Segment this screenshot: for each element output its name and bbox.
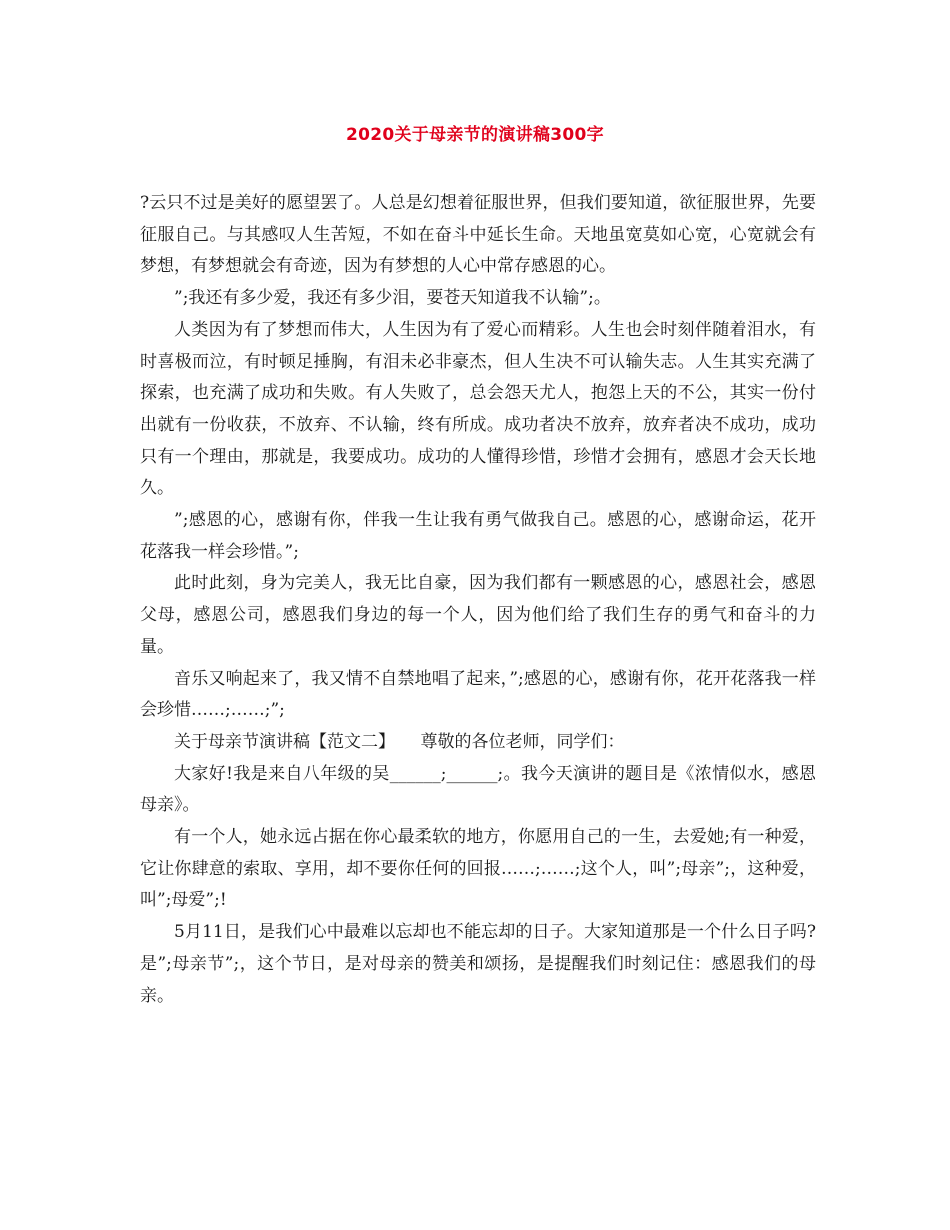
paragraph-5: 此时此刻，身为完美人，我无比自豪，因为我们都有一颗感恩的心，感恩社会，感恩父母，感恩公司，感恩我们身边的每一个人，因为他们给了我们生存的勇气和奋斗的力量。	[140, 573, 816, 657]
paragraph-1: ?云只不过是美好的愿望罢了。人总是幻想着征服世界，但我们要知道，欲征服世界，先要征服自己。与其感叹人生苦短，不如在奋斗中延长生命。天地虽宽莫如心宽，心宽就会有梦想，有梦想就会有奇迹，因为有梦想的人心中常存感恩的心。	[140, 193, 816, 277]
paragraph-7: 关于母亲节演讲稿【范文二】 尊敬的各位老师，同学们：	[174, 731, 625, 752]
paragraph-3: 人类因为有了梦想而伟大，人生因为有了爱心而精彩。人生也会时刻伴随着泪水，有时喜极而泣，有时顿足捶胸，有泪未必非豪杰，但人生决不可认输失志。人生其实充满了探索，也充满了成功和失败。有人失败了，总会怨天尤人，抱怨上天的不公，其实一份付出就有一份收获，不放弃、不认输，终有所成。成功者决不放弃，放弃者决不成功，成功只有一个理由，那就是，我要成功。成功的人懂得珍惜，珍惜才会拥有，感恩才会天长地久。	[140, 319, 816, 499]
paragraph-8: 大家好!我是来自八年级的吴______;______;。我今天演讲的题目是《浓情似水，感恩母亲》。	[140, 763, 816, 816]
paragraph-10: 5月11日，是我们心中最难以忘却也不能忘却的日子。大家知道那是一个什么日子吗?是”;母亲节”;，这个节日，是对母亲的赞美和颂扬，是提醒我们时刻记住：感恩我们的母亲。	[140, 922, 816, 1006]
document-body	[140, 188, 816, 1012]
paragraph-2: ”;我还有多少爱，我还有多少泪，要苍天知道我不认输”;。	[174, 288, 611, 309]
paragraph-4: ”;感恩的心，感谢有你，伴我一生让我有勇气做我自己。感恩的心，感谢命运，花开花落我一样会珍惜。”;	[140, 510, 816, 562]
paragraph-6: 音乐又响起来了，我又情不自禁地唱了起来，”;感恩的心，感谢有你，花开花落我一样会珍惜……;……;”;	[140, 668, 816, 721]
paragraph-9: 有一个人，她永远占据在你心最柔软的地方，你愿用自己的一生，去爱她;有一种爱，它让你肆意的索取、享用，却不要你任何的回报……;……;这个人，叫”;母亲”;，这种爱，叫”;母爱”;!	[140, 827, 816, 911]
document-title: 2020关于母亲节的演讲稿300字	[346, 125, 604, 145]
